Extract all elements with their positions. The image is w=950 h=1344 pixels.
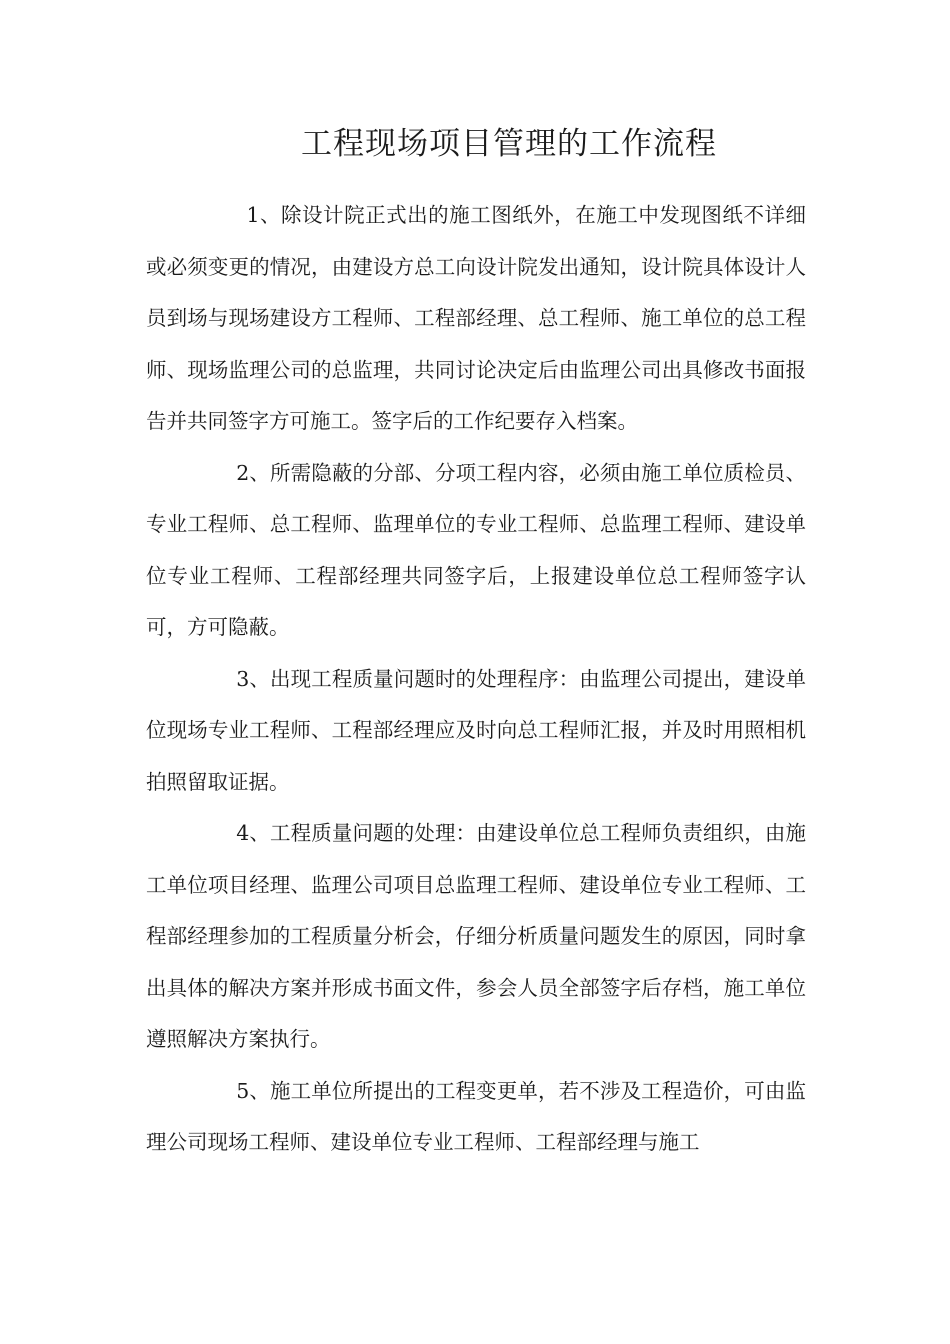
document-body — [146, 190, 806, 1169]
paragraph-1: 1、除设计院正式出的施工图纸外，在施工中发现图纸不详细或必须变更的情况，由建设方总工向设计院发出通知，设计院具体设计人员到场与现场建设方工程师、工程部经理、总工程师、施工单位的总工程师、现场监理公司的总监理，共同讨论决定后由监理公司出具修改书面报告并共同签字方可施工。签字后的工作纪要存入档案。 — [146, 203, 806, 433]
paragraph-4: 4、工程质量问题的处理：由建设单位总工程师负责组织，由施工单位项目经理、监理公司项目总监理工程师、建设单位专业工程师、工程部经理参加的工程质量分析会，仔细分析质量问题发生的原因，同时拿出具体的解决方案并形成书面文件，参会人员全部签字后存档，施工单位遵照解决方案执行。 — [146, 821, 806, 1051]
document-title: 工程现场项目管理的工作流程 — [301, 126, 717, 162]
paragraph-3: 3、出现工程质量问题时的处理程序：由监理公司提出，建设单位现场专业工程师、工程部经理应及时向总工程师汇报，并及时用照相机拍照留取证据。 — [146, 666, 806, 794]
paragraph-5: 5、施工单位所提出的工程变更单，若不涉及工程造价，可由监理公司现场工程师、建设单位专业工程师、工程部经理与施工 — [146, 1078, 806, 1154]
paragraph-2: 2、所需隐蔽的分部、分项工程内容，必须由施工单位质检员、专业工程师、总工程师、监理单位的专业工程师、总监理工程师、建设单位专业工程师、工程部经理共同签字后，上报建设单位总工程师签字认可，方可隐蔽。 — [146, 460, 806, 639]
